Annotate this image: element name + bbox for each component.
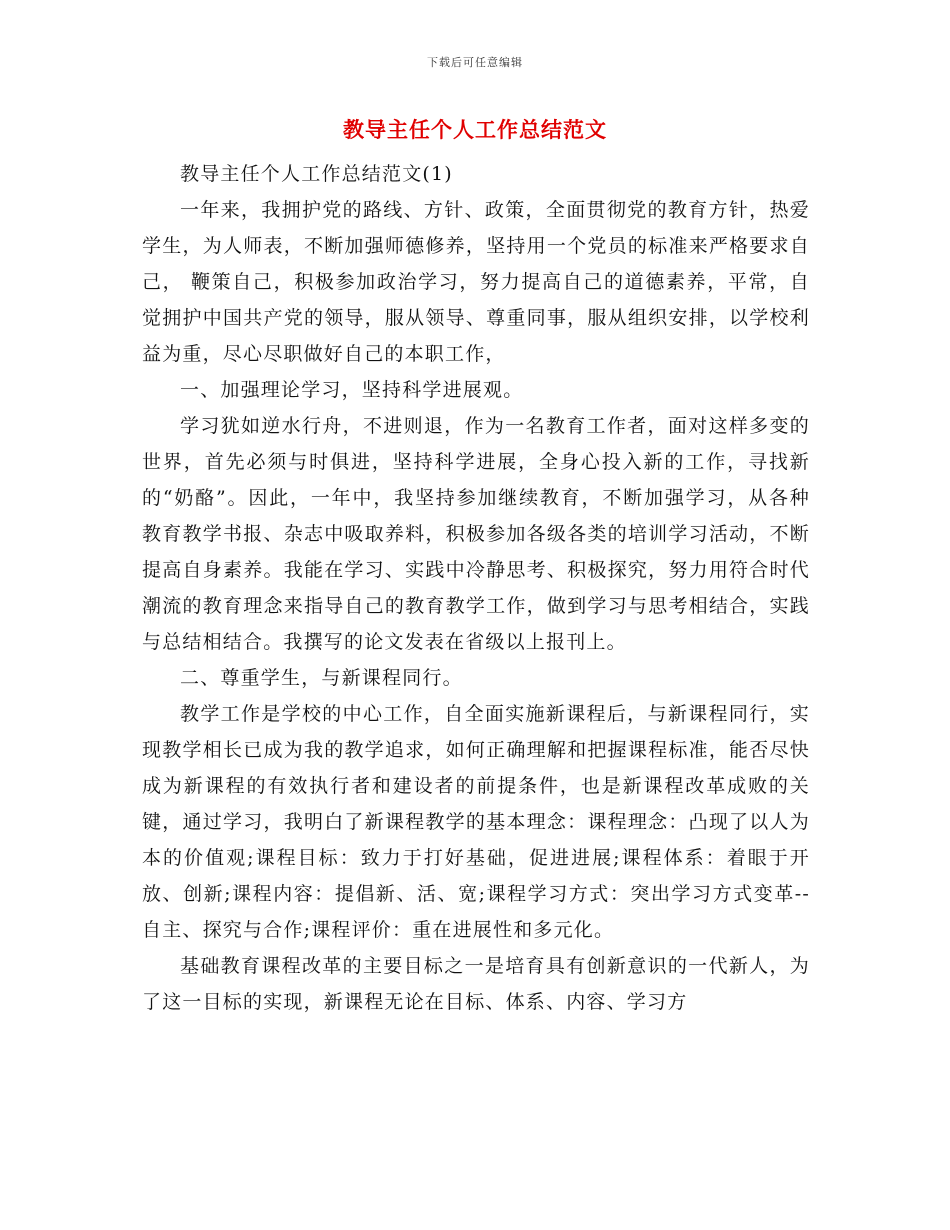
paragraph-section-1: 学习犹如逆水行舟，不进则退，作为一名教育工作者，面对这样多变的世界，首先必须与时俱进，坚持科学进展，全身心投入新的工作，寻找新的“奶酪”。因此，一年中，我坚持参加继续教育，不断加强学习，从各种教育教学书报、杂志中吸取养料，积极参加各级各类的培训学习活动，不断提高自身素养。我能在学习、实践中冷静思考、积极探究，努力用符合时代潮流的教育理念来指导自己的教育教学工作，做到学习与思考相结合，实践与总结相结合。我撰写的论文发表在省级以上报刊上。 [142, 415, 810, 653]
paragraph-section-2: 教学工作是学校的中心工作，自全面实施新课程后，与新课程同行，实现教学相长已成为我的教学追求，如何正确理解和把握课程标准，能否尽快成为新课程的有效执行者和建设者的前提条件，也是新课程改革成败的关键，通过学习，我明白了新课程教学的基本理念：课程理念：凸现了以人为本的价值观;课程目标：致力于打好基础，促进进展;课程体系：着眼于开放、创新;课程内容：提倡新、活、宽;课程学习方式：突出学习方式变革--自主、探究与合作;课程评价：重在进展性和多元化。 [142, 703, 810, 941]
paragraph-intro: 一年来，我拥护党的路线、方针、政策，全面贯彻党的教育方针，热爱学生，为人师表，不断加强师德修养，坚持用一个党员的标准来严格要求自己， 鞭策自己，积极参加政治学习，努力提高自己的道德素养，平常，自觉拥护中国共产党的领导，服从领导、尊重同事，服从组织安排，以学校利益为重，尽心尽职做好自己的本职工作， [142, 199, 810, 365]
page-header-note: 下载后可任意编辑 [427, 56, 523, 69]
section-heading-1: 一、加强理论学习，坚持科学进展观。 [180, 379, 524, 401]
document-body [142, 156, 810, 1020]
paragraph-subtitle: 教导主任个人工作总结范文(1) [180, 163, 453, 185]
document-title: 教导主任个人工作总结范文 [343, 117, 607, 142]
section-heading-2: 二、尊重学生，与新课程同行。 [180, 667, 463, 689]
paragraph-continued: 基础教育课程改革的主要目标之一是培育具有创新意识的一代新人，为了这一目标的实现，新课程无论在目标、体系、内容、学习方 [142, 955, 810, 1013]
